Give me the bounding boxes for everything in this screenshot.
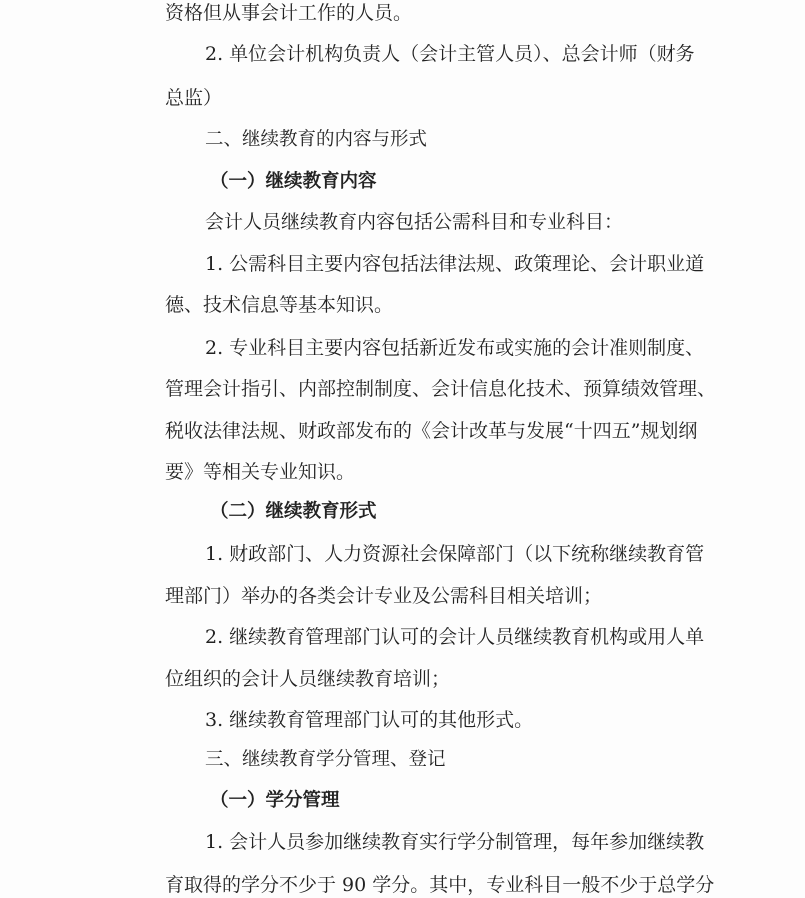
subsection-heading: （一）继续教育内容	[210, 171, 377, 192]
subsection-heading: （一）学分管理	[210, 790, 340, 811]
text-line: 位组织的会计人员继续教育培训；	[165, 668, 451, 690]
section-heading: 三、继续教育学分管理、登记	[205, 749, 446, 770]
text-line: 管理会计指引、内部控制制度、会计信息化技术、预算绩效管理、	[165, 378, 717, 400]
text-line: 育取得的学分不少于 90 学分。其中，专业科目一般不少于总学分	[165, 874, 715, 896]
text-line: 3. 继续教育管理部门认可的其他形式。	[205, 709, 534, 731]
section-heading: 二、继续教育的内容与形式	[205, 129, 428, 150]
text-line: 1. 财政部门、人力资源社会保障部门（以下统称继续教育管	[205, 543, 705, 565]
text-line: 1. 会计人员参加继续教育实行学分制管理，每年参加继续教	[205, 831, 705, 853]
text-line: 2. 单位会计机构负责人（会计主管人员）、总会计师（财务	[205, 43, 695, 65]
text-line: 要》等相关专业知识。	[165, 461, 356, 483]
text-line: 税收法律法规、财政部发布的《会计改革与发展“十四五”规划纲	[165, 420, 698, 442]
subsection-heading: （二）继续教育形式	[210, 501, 377, 522]
text-line: 总监）	[165, 87, 223, 109]
text-line: 会计人员继续教育内容包括公需科目和专业科目：	[205, 211, 624, 233]
text-line: 德、技术信息等基本知识。	[165, 294, 394, 316]
text-line: 理部门）举办的各类会计专业及公需科目相关培训；	[165, 585, 603, 607]
text-line: 资格但从事会计工作的人员。	[165, 2, 413, 24]
text-line: 1. 公需科目主要内容包括法律法规、政策理论、会计职业道	[205, 253, 705, 275]
text-line: 2. 继续教育管理部门认可的会计人员继续教育机构或用人单	[205, 626, 705, 648]
text-line: 2. 专业科目主要内容包括新近发布或实施的会计准则制度、	[205, 337, 705, 359]
